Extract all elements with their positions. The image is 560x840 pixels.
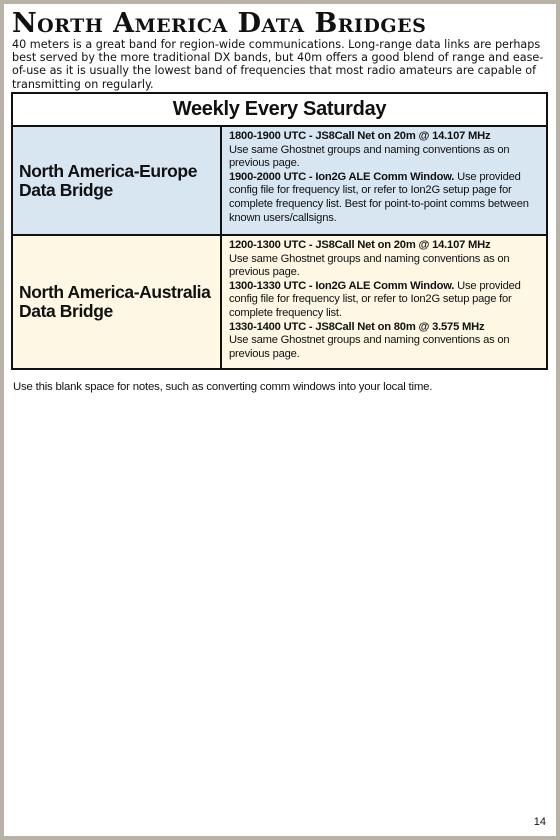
entry-time: 1800-1900 UTC - JS8Call Net on 20m @ 14.107 MHz xyxy=(229,130,491,142)
schedule-entry xyxy=(229,321,540,362)
notes-prompt: Use this blank space for notes, such as converting comm windows into your local time. xyxy=(13,381,433,393)
row-label-europe: North America-Europe Data Bridge xyxy=(13,127,222,234)
schedule-entry xyxy=(229,280,540,321)
intro-paragraph: 40 meters is a great band for region-wide communications. Long-range data links are perhaps best served by the more traditional DX bands, but 40m offers a good blend of range and ease-of-use as it is usually the lowest band of frequencies that most radio amateurs are capable of transmitting on regularly. xyxy=(12,38,544,91)
page-number: 14 xyxy=(533,816,546,828)
page-title: North America Data Bridges xyxy=(12,8,427,39)
table-row-australia xyxy=(13,234,546,368)
entry-time: 1300-1330 UTC - Ion2G ALE Comm Window. xyxy=(229,279,455,292)
entry-time: 1330-1400 UTC - JS8Call Net on 80m @ 3.575 MHz xyxy=(229,320,485,333)
table-row-europe xyxy=(13,127,546,234)
entry-text: Use same Ghostnet groups and naming conventions as on previous page. xyxy=(229,252,510,279)
row-label-australia: North America-Australia Data Bridge xyxy=(13,236,222,368)
entry-time: 1900-2000 UTC - Ion2G ALE Comm Window. xyxy=(229,170,455,183)
schedule-entry xyxy=(229,130,540,171)
table-header: Weekly Every Saturday xyxy=(13,94,546,127)
document-page xyxy=(4,4,556,836)
entry-time: 1200-1300 UTC - JS8Call Net on 20m @ 14.107 MHz xyxy=(229,239,491,251)
entry-text: Use same Ghostnet groups and naming conventions as on previous page. xyxy=(229,334,510,360)
schedule-entry xyxy=(229,171,540,225)
entry-text: Use provided config file for frequency list, or refer to Ion2G setup page for complete frequency list. xyxy=(229,279,521,319)
row-detail-australia xyxy=(222,236,546,368)
row-detail-europe xyxy=(222,127,546,234)
entry-text: Use same Ghostnet groups and naming conventions as on previous page. xyxy=(229,143,510,170)
data-bridge-table xyxy=(11,92,548,370)
schedule-entry xyxy=(229,239,540,280)
entry-text: Use provided config file for frequency list, or refer to Ion2G setup page for complete frequency list. Best for point-to-point comms between known users/callsigns. xyxy=(229,170,529,224)
